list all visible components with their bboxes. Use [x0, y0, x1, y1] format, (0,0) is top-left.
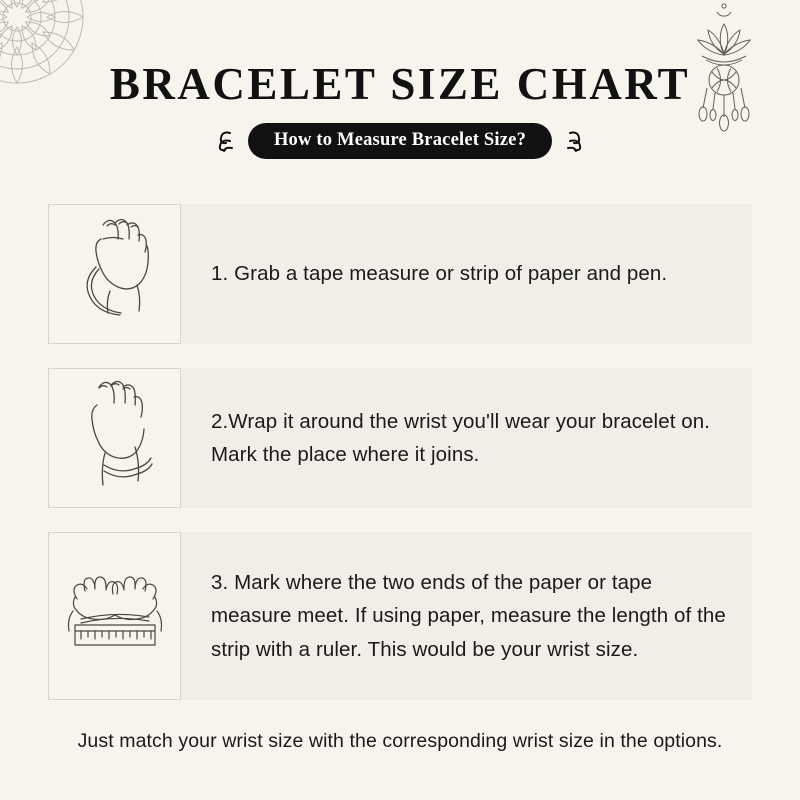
- subtitle-badge: How to Measure Bracelet Size?: [248, 123, 552, 159]
- swirl-flourish-icon: [564, 128, 590, 154]
- step-text: 1. Grab a tape measure or strip of paper and pen.: [211, 262, 668, 286]
- step-text: 3. Mark where the two ends of the paper or tape measure meet. If using paper, measure the length of the strip with a ruler. This would be your wrist size.: [211, 571, 726, 661]
- hand-holding-tape-illustration: [48, 204, 181, 344]
- swirl-flourish-icon: [210, 128, 236, 154]
- step-text: 2.Wrap it around the wrist you'll wear your bracelet on. Mark the place where it joins.: [211, 409, 711, 466]
- list-item: [48, 204, 752, 344]
- page-title: BRACELET SIZE CHART: [109, 59, 691, 109]
- list-item: [48, 368, 752, 508]
- footer-note: Just match your wrist size with the corresponding wrist size in the options.: [77, 730, 723, 752]
- hands-measuring-with-ruler-illustration: [48, 532, 181, 700]
- hand-with-wrapped-tape-illustration: [48, 368, 181, 508]
- steps-list: [48, 204, 752, 724]
- list-item: [48, 532, 752, 700]
- subtitle-row: [0, 123, 800, 159]
